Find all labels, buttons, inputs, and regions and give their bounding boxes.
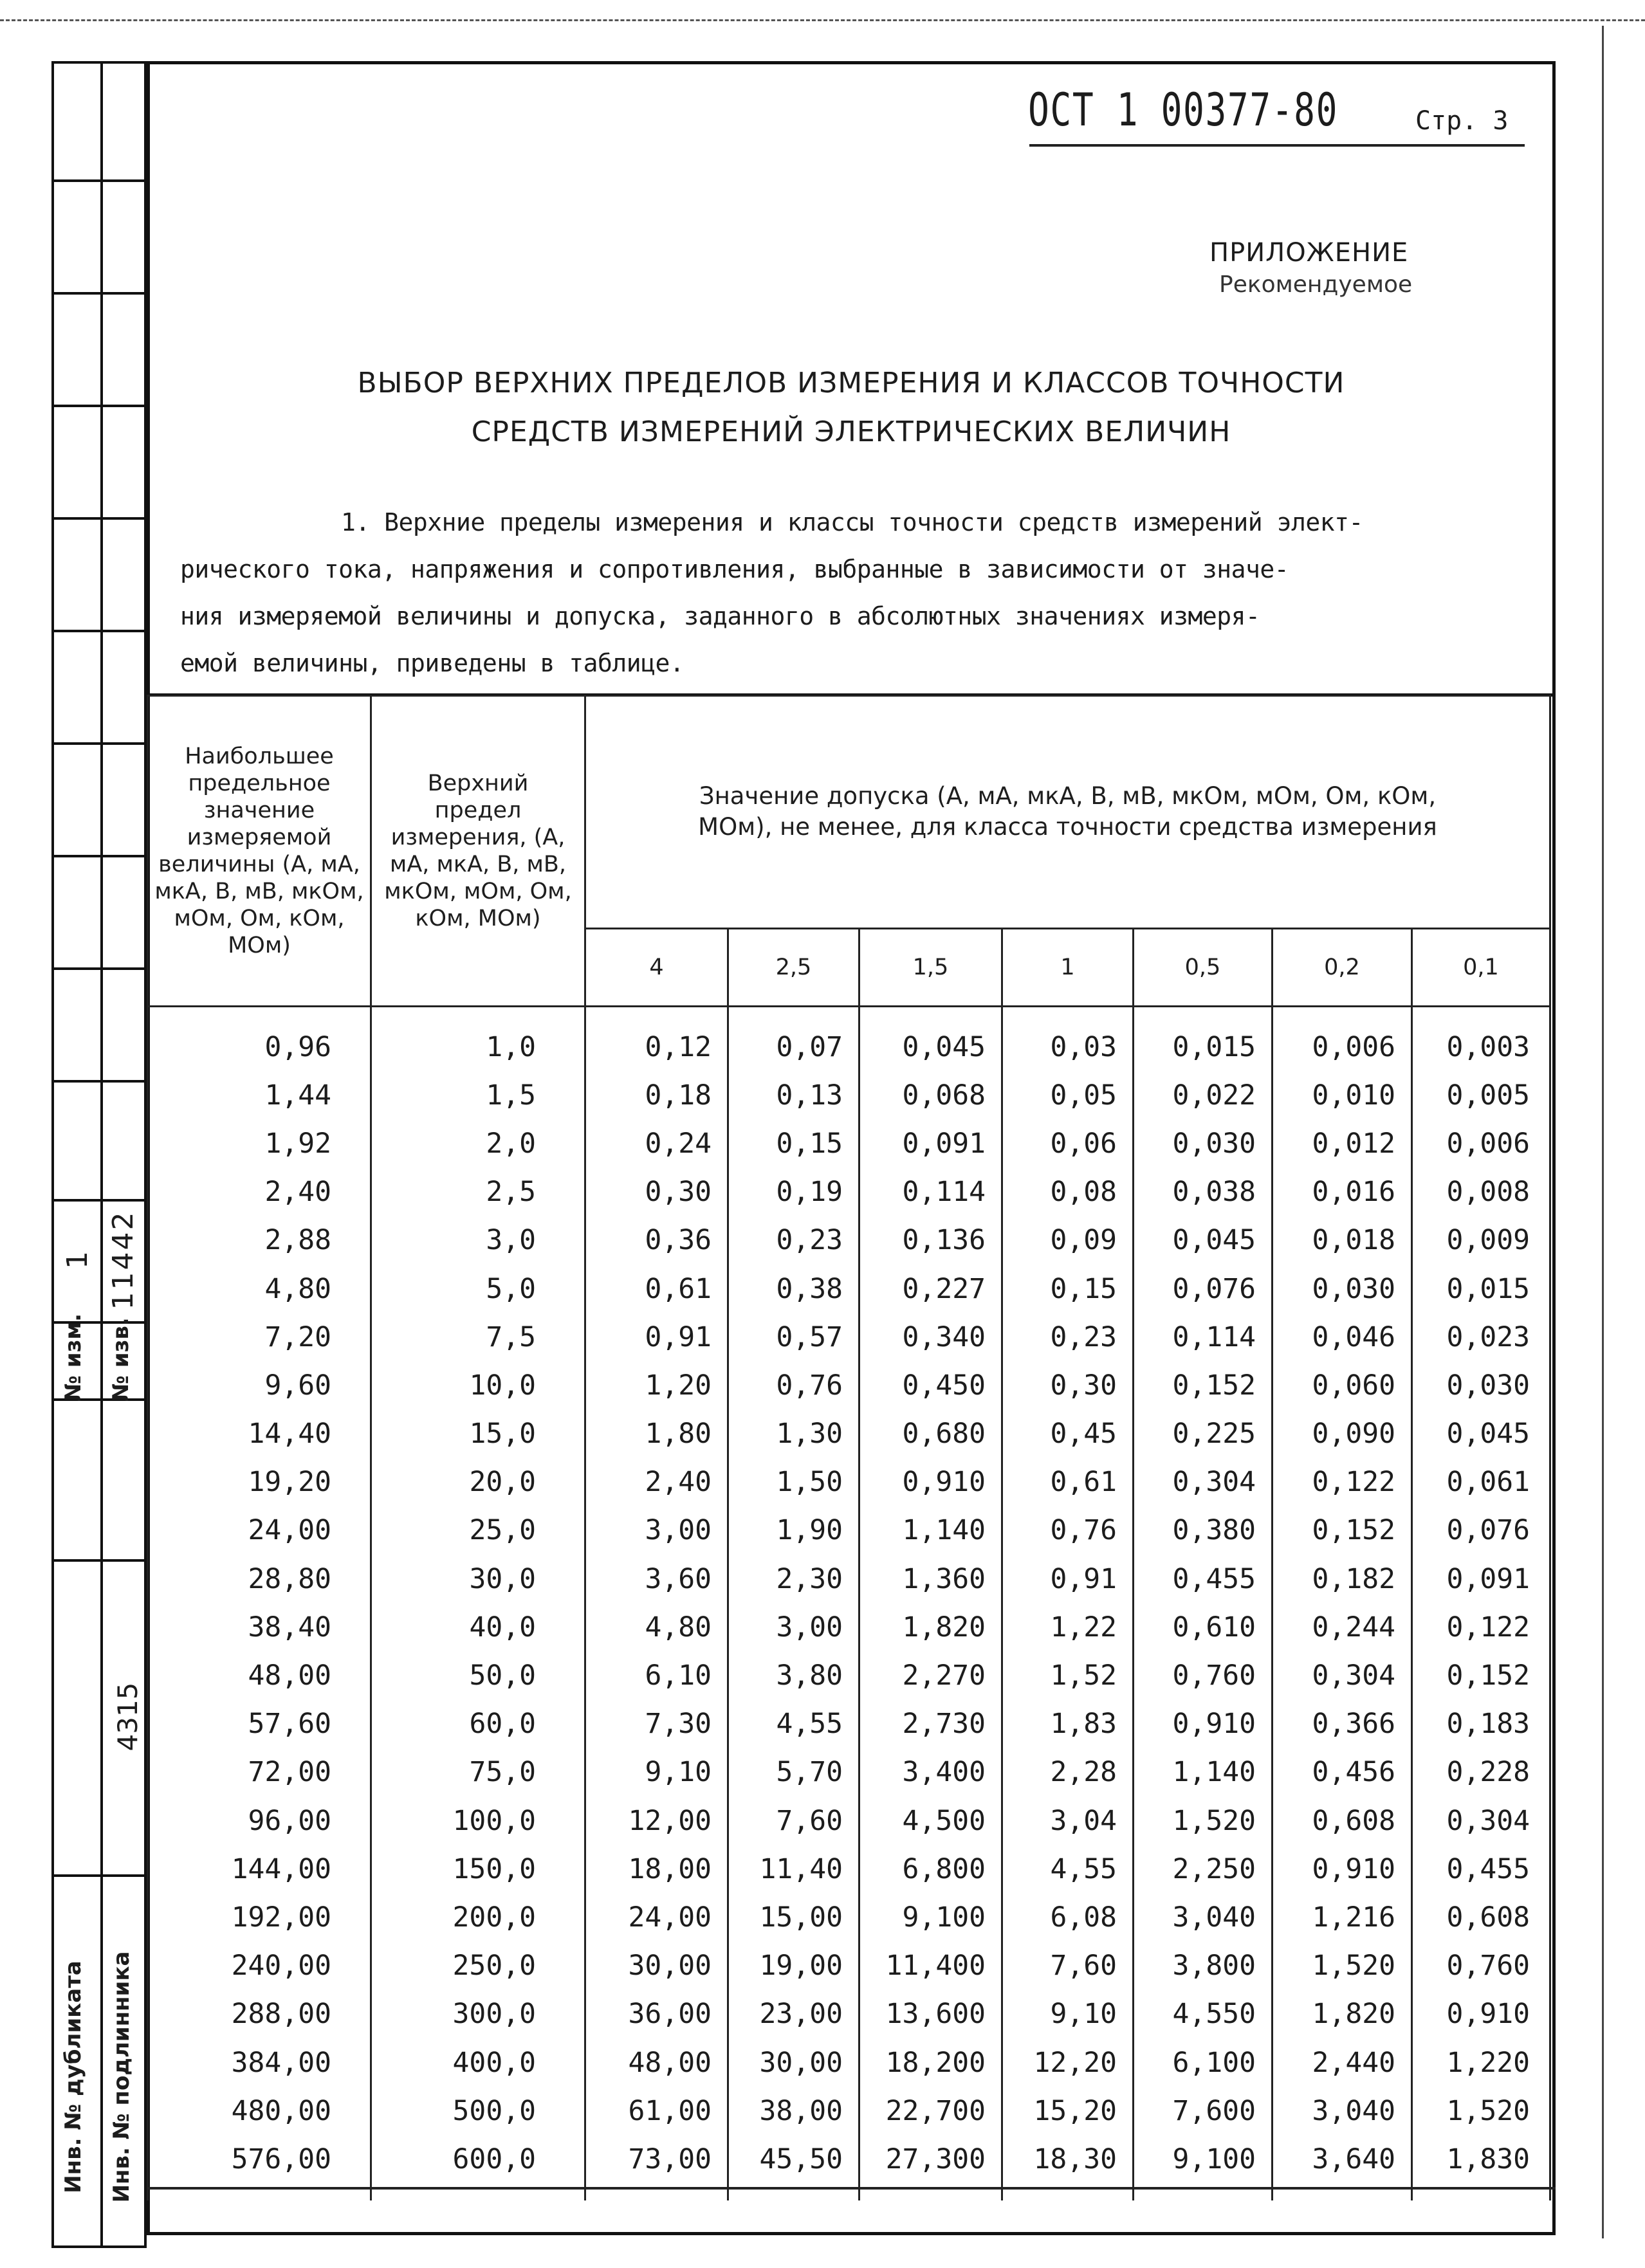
table-row [148,1700,1550,1748]
table-cell: 19,00 [728,1942,859,1990]
table-cell: 500,0 [371,2087,585,2135]
table-cell: 4,80 [585,1603,728,1651]
table-cell: 0,61 [585,1265,728,1313]
table-row [148,1651,1550,1699]
table-cell: 12,00 [585,1797,728,1845]
table-cell: 3,0 [371,1216,585,1265]
table-cell: 0,24 [585,1119,728,1167]
table-cell: 0,152 [1273,1506,1412,1555]
table-cell: 3,640 [1273,2135,1412,2183]
table-cell: 1,820 [859,1603,1002,1651]
table-cell: 144,00 [148,1845,371,1893]
table-cell: 75,0 [371,1748,585,1797]
table-cell: 0,012 [1273,1119,1412,1167]
table-cell: 0,091 [859,1119,1002,1167]
table-cell: 0,608 [1273,1797,1412,1845]
table-row [148,2087,1550,2135]
table-row [148,2135,1550,2183]
header-underline [1029,144,1525,147]
table-cell: 9,60 [148,1361,371,1409]
table-cell: 0,608 [1412,1893,1550,1941]
table-cell: 0,076 [1412,1506,1550,1555]
table-cell: 150,0 [371,1845,585,1893]
table-cell: 4,500 [859,1797,1002,1845]
table-cell: 0,76 [728,1361,859,1409]
table-row [148,1942,1550,1990]
table-cell: 1,44 [148,1071,371,1119]
rev-number: 1 [61,1251,94,1269]
table-cell: 0,38 [728,1265,859,1313]
table-cell: 0,114 [859,1168,1002,1216]
table-cell: 0,340 [859,1313,1002,1361]
table-cell: 0,015 [1134,1007,1273,1072]
table-cell: 0,006 [1412,1119,1550,1167]
table-row [148,1506,1550,1555]
table-cell: 300,0 [371,1990,585,2038]
table-cell: 15,0 [371,1410,585,1458]
table-cell: 100,0 [371,1797,585,1845]
table-cell: 1,30 [728,1410,859,1458]
table-row [148,1603,1550,1651]
table-cell: 14,40 [148,1410,371,1458]
table-cell: 61,00 [585,2087,728,2135]
class-header: 1 [1002,928,1134,1006]
table-cell: 3,80 [728,1651,859,1699]
table-cell: 1,520 [1273,1942,1412,1990]
table-spacer-row [148,2184,1550,2200]
table-cell: 1,20 [585,1361,728,1409]
table-cell: 72,00 [148,1748,371,1797]
notice-number: 11442 [107,1210,140,1310]
table-cell: 4,55 [728,1700,859,1748]
table-cell: 11,40 [728,1845,859,1893]
table-cell: 0,15 [728,1119,859,1167]
table-cell: 0,910 [859,1458,1002,1506]
table-cell: 0,450 [859,1361,1002,1409]
table-cell: 1,52 [1002,1651,1134,1699]
table-cell: 1,140 [1134,1748,1273,1797]
column-header-upper-limit: Верхний предел измерения, (А, мА, мкА, В, мВ, мкОм, мОм, Ом, кОм, МОм) [371,696,585,1007]
table-cell: 0,03 [1002,1007,1134,1072]
table-cell: 2,250 [1134,1845,1273,1893]
table-cell: 24,00 [585,1893,728,1941]
table-cell: 2,5 [371,1168,585,1216]
table-cell: 0,455 [1412,1845,1550,1893]
table-cell: 7,20 [148,1313,371,1361]
table-cell: 4,55 [1002,1845,1134,1893]
table-cell: 0,016 [1273,1168,1412,1216]
table-cell: 1,520 [1412,2087,1550,2135]
table-cell: 13,600 [859,1990,1002,2038]
table-cell: 0,09 [1002,1216,1134,1265]
table-cell: 0,030 [1412,1361,1550,1409]
table-cell: 0,114 [1134,1313,1273,1361]
notice-label: № изв. [108,1317,134,1402]
original-inventory-number: 4315 [112,1682,143,1751]
table-cell: 27,300 [859,2135,1002,2183]
table-cell: 3,800 [1134,1942,1273,1990]
table-cell: 10,0 [371,1361,585,1409]
table-cell: 0,045 [859,1007,1002,1072]
table-cell: 0,304 [1412,1797,1550,1845]
table-cell: 0,183 [1412,1700,1550,1748]
table-cell: 12,20 [1002,2038,1134,2087]
table-cell: 5,70 [728,1748,859,1797]
table-cell: 2,40 [585,1458,728,1506]
column-group-header-tolerance: Значение допуска (А, мА, мкА, В, мВ, мкОм, мОм, Ом, кОм, МОм), не менее, для класса точности средства измерения [585,696,1550,929]
table-cell: 6,800 [859,1845,1002,1893]
class-header: 0,2 [1273,928,1412,1006]
page-heading-line-2: СРЕДСТВ ИЗМЕРЕНИЙ ЭЛЕКТРИЧЕСКИХ ВЕЛИЧИН [471,416,1231,448]
table-cell: 0,022 [1134,1071,1273,1119]
table-cell: 576,00 [148,2135,371,2183]
page-right-edge [1602,26,1604,2238]
table-cell: 0,910 [1412,1990,1550,2038]
original-inventory-label: Инв. № подлинника [109,1951,134,2203]
table-row [148,1361,1550,1409]
table-cell: 48,00 [148,1651,371,1699]
table-cell: 0,003 [1412,1007,1550,1072]
table-cell: 18,200 [859,2038,1002,2087]
table-cell: 6,10 [585,1651,728,1699]
table-cell: 1,90 [728,1506,859,1555]
table-row [148,1748,1550,1797]
side-stamp-strip [51,61,147,2248]
table-cell: 0,910 [1134,1700,1273,1748]
table-row [148,1007,1550,1072]
table-cell: 0,018 [1273,1216,1412,1265]
table-cell: 0,122 [1273,1458,1412,1506]
table-row [148,1797,1550,1845]
table-cell: 2,730 [859,1700,1002,1748]
table-cell: 0,19 [728,1168,859,1216]
table-cell: 0,152 [1412,1651,1550,1699]
table-cell: 0,23 [1002,1313,1134,1361]
table-cell: 25,0 [371,1506,585,1555]
table-cell: 40,0 [371,1603,585,1651]
table-cell: 3,00 [728,1603,859,1651]
table-cell: 0,045 [1412,1410,1550,1458]
table-cell: 0,96 [148,1007,371,1072]
table-cell: 45,50 [728,2135,859,2183]
table-cell: 15,00 [728,1893,859,1941]
table-cell: 3,040 [1273,2087,1412,2135]
table-cell: 60,0 [371,1700,585,1748]
table-row [148,1990,1550,2038]
table-cell: 6,100 [1134,2038,1273,2087]
table-cell: 0,760 [1134,1651,1273,1699]
table-cell: 3,04 [1002,1797,1134,1845]
column-header-max-value: Наибольшее предельное значение измеряемой величины (А, мА, мкА, В, мВ, мкОм, мОм, Ом, кОм, МОм) [148,696,371,1007]
table-cell: 11,400 [859,1942,1002,1990]
table-row [148,1265,1550,1313]
table-cell: 0,91 [1002,1555,1134,1603]
paragraph-line-1: 1. Верхние пределы измерения и классы точности средств измерений элект- [341,508,1363,536]
table-cell: 0,61 [1002,1458,1134,1506]
table-bottom-rule [147,2187,1556,2190]
table-row [148,1555,1550,1603]
table-cell: 7,5 [371,1313,585,1361]
table-cell: 0,23 [728,1216,859,1265]
table-header [148,696,1550,1007]
class-header: 0,1 [1412,928,1550,1006]
table-cell: 600,0 [371,2135,585,2183]
table-cell: 9,100 [859,1893,1002,1941]
table-cell: 4,550 [1134,1990,1273,2038]
table-cell: 0,244 [1273,1603,1412,1651]
paragraph-line-4: емой величины, приведены в таблице. [180,649,685,677]
table-cell: 36,00 [585,1990,728,2038]
table-cell: 0,038 [1134,1168,1273,1216]
table-cell: 250,0 [371,1942,585,1990]
table-cell: 1,520 [1134,1797,1273,1845]
table-cell: 1,83 [1002,1700,1134,1748]
table-cell: 9,10 [585,1748,728,1797]
table-cell: 0,005 [1412,1071,1550,1119]
table-cell: 0,57 [728,1313,859,1361]
table-cell: 0,30 [1002,1361,1134,1409]
table-cell: 7,60 [1002,1942,1134,1990]
class-header: 0,5 [1134,928,1273,1006]
appendix-subtitle: Рекомендуемое [1219,271,1413,298]
table-cell: 22,700 [859,2087,1002,2135]
table-cell: 50,0 [371,1651,585,1699]
table-cell: 2,270 [859,1651,1002,1699]
table-cell: 0,045 [1134,1216,1273,1265]
table-cell: 0,122 [1412,1603,1550,1651]
table-body [148,1007,1550,2200]
table-cell: 0,023 [1412,1313,1550,1361]
table-cell: 1,5 [371,1071,585,1119]
table-cell: 18,30 [1002,2135,1134,2183]
table-cell: 0,36 [585,1216,728,1265]
table-row [148,1313,1550,1361]
table-cell: 0,610 [1134,1603,1273,1651]
table-cell: 1,92 [148,1119,371,1167]
table-cell: 9,10 [1002,1990,1134,2038]
table-cell: 288,00 [148,1990,371,2038]
table-row [148,2038,1550,2087]
appendix-title: ПРИЛОЖЕНИЕ [1209,238,1409,268]
table-row [148,1893,1550,1941]
table-cell: 0,225 [1134,1410,1273,1458]
table-cell: 38,00 [728,2087,859,2135]
table-row [148,1458,1550,1506]
table-cell: 0,061 [1412,1458,1550,1506]
table-cell: 96,00 [148,1797,371,1845]
table-cell: 0,152 [1134,1361,1273,1409]
table-cell: 0,060 [1273,1361,1412,1409]
table-cell: 0,136 [859,1216,1002,1265]
table-cell: 0,680 [859,1410,1002,1458]
table-cell: 192,00 [148,1893,371,1941]
table-cell: 0,366 [1273,1700,1412,1748]
table-cell: 0,456 [1273,1748,1412,1797]
table-cell: 2,28 [1002,1748,1134,1797]
table-cell: 0,304 [1273,1651,1412,1699]
table-cell: 0,30 [585,1168,728,1216]
table-cell: 0,06 [1002,1119,1134,1167]
table-cell: 0,227 [859,1265,1002,1313]
table-cell: 30,0 [371,1555,585,1603]
table-cell: 57,60 [148,1700,371,1748]
table-cell: 0,15 [1002,1265,1134,1313]
table-cell: 0,76 [1002,1506,1134,1555]
table-cell: 3,00 [585,1506,728,1555]
table-cell: 384,00 [148,2038,371,2087]
table-cell: 0,455 [1134,1555,1273,1603]
table-cell: 1,220 [1412,2038,1550,2087]
table-cell: 0,030 [1273,1265,1412,1313]
rev-label: № изм. [60,1313,86,1402]
class-header: 2,5 [728,928,859,1006]
table-row [148,1216,1550,1265]
table-row [148,1410,1550,1458]
table-cell: 2,440 [1273,2038,1412,2087]
table-cell: 3,040 [1134,1893,1273,1941]
table-cell: 1,0 [371,1007,585,1072]
tolerance-table [147,695,1551,2200]
table-cell: 0,13 [728,1071,859,1119]
table-cell: 1,50 [728,1458,859,1506]
table-cell: 2,40 [148,1168,371,1216]
table-row [148,1168,1550,1216]
class-header: 4 [585,928,728,1006]
table-cell: 0,91 [585,1313,728,1361]
table-cell: 0,228 [1412,1748,1550,1797]
table-cell: 73,00 [585,2135,728,2183]
table-cell: 0,010 [1273,1071,1412,1119]
table-cell: 18,00 [585,1845,728,1893]
table-cell: 1,360 [859,1555,1002,1603]
table-row [148,1845,1550,1893]
table-cell: 7,30 [585,1700,728,1748]
table-cell: 30,00 [728,2038,859,2087]
table-cell: 0,006 [1273,1007,1412,1072]
table-cell: 3,400 [859,1748,1002,1797]
table-cell: 0,910 [1273,1845,1412,1893]
table-cell: 0,046 [1273,1313,1412,1361]
table-cell: 6,08 [1002,1893,1134,1941]
paragraph-line-3: ния измеряемой величины и допуска, заданного в абсолютных значениях измеря- [180,602,1260,630]
table-cell: 19,20 [148,1458,371,1506]
table-cell: 0,18 [585,1071,728,1119]
table-cell: 9,100 [1134,2135,1273,2183]
table-cell: 0,182 [1273,1555,1412,1603]
table-cell: 24,00 [148,1506,371,1555]
table-cell: 0,090 [1273,1410,1412,1458]
table-cell: 200,0 [371,1893,585,1941]
table-cell: 0,015 [1412,1265,1550,1313]
table-cell: 0,009 [1412,1216,1550,1265]
table-cell: 0,304 [1134,1458,1273,1506]
table-cell: 20,0 [371,1458,585,1506]
table-cell: 0,760 [1412,1942,1550,1990]
table-cell: 0,030 [1134,1119,1273,1167]
table-cell: 0,091 [1412,1555,1550,1603]
class-header: 1,5 [859,928,1002,1006]
table-cell: 0,12 [585,1007,728,1072]
table-cell: 5,0 [371,1265,585,1313]
table-cell: 0,45 [1002,1410,1134,1458]
table-cell: 0,07 [728,1007,859,1072]
table-cell: 1,830 [1412,2135,1550,2183]
table-cell: 0,068 [859,1071,1002,1119]
document-code: ОСТ 1 00377-80 [1028,84,1339,136]
table-cell: 0,008 [1412,1168,1550,1216]
table-cell: 28,80 [148,1555,371,1603]
table-cell: 480,00 [148,2087,371,2135]
table-cell: 15,20 [1002,2087,1134,2135]
page-heading-line-1: ВЫБОР ВЕРХНИХ ПРЕДЕЛОВ ИЗМЕРЕНИЯ И КЛАССОВ ТОЧНОСТИ [357,367,1345,399]
table-cell: 2,30 [728,1555,859,1603]
table-row [148,1119,1550,1167]
table-cell: 3,60 [585,1555,728,1603]
table-cell: 400,0 [371,2038,585,2087]
table-cell: 0,380 [1134,1506,1273,1555]
table-cell: 1,820 [1273,1990,1412,2038]
page-top-border [0,19,1645,21]
table-cell: 1,216 [1273,1893,1412,1941]
table-cell: 1,140 [859,1506,1002,1555]
paragraph-line-2: рического тока, напряжения и сопротивления, выбранные в зависимости от значе- [180,555,1289,583]
table-cell: 0,08 [1002,1168,1134,1216]
table-cell: 23,00 [728,1990,859,2038]
table-cell: 2,88 [148,1216,371,1265]
table-cell: 7,60 [728,1797,859,1845]
table-cell: 7,600 [1134,2087,1273,2135]
table-cell: 4,80 [148,1265,371,1313]
table-cell: 30,00 [585,1942,728,1990]
table-cell: 0,05 [1002,1071,1134,1119]
table-cell: 2,0 [371,1119,585,1167]
table-cell: 38,40 [148,1603,371,1651]
table-cell: 1,22 [1002,1603,1134,1651]
table-cell: 0,076 [1134,1265,1273,1313]
table-row [148,1071,1550,1119]
duplicate-inventory-label: Инв. № дубликата [60,1961,86,2193]
table-cell: 1,80 [585,1410,728,1458]
page-number: Стр. 3 [1415,106,1509,136]
table-cell: 48,00 [585,2038,728,2087]
table-cell: 240,00 [148,1942,371,1990]
